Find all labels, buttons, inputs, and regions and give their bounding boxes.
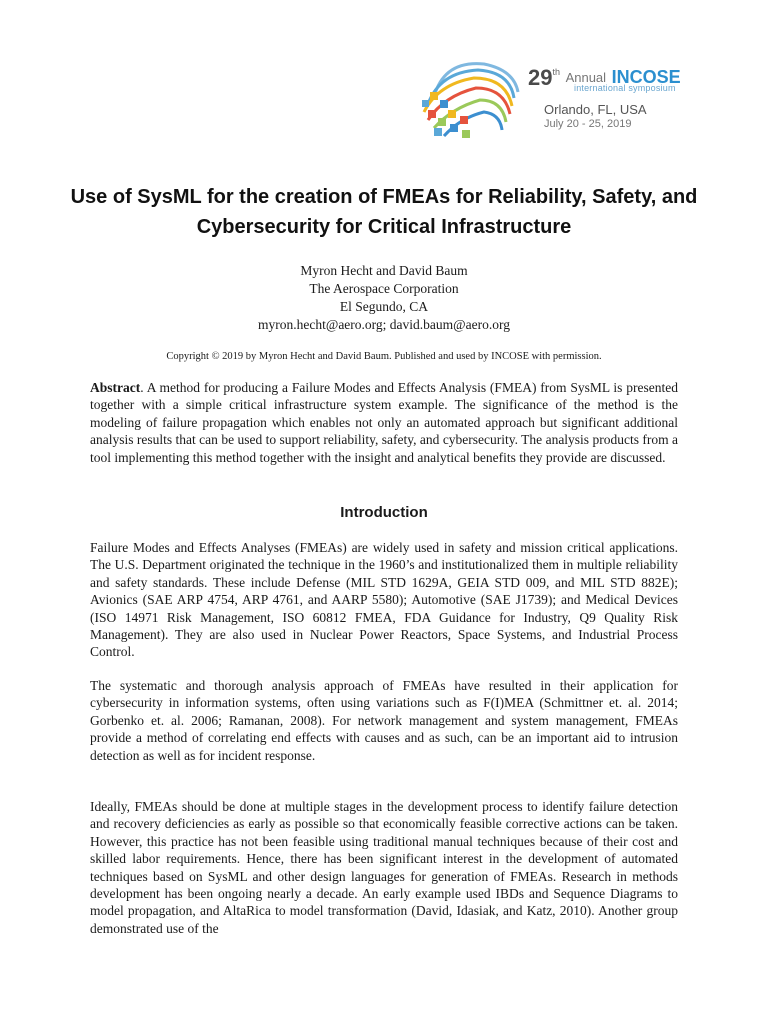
edition-suffix: th xyxy=(552,67,560,77)
org-name: INCOSE xyxy=(611,67,681,87)
body-paragraph: Failure Modes and Effects Analyses (FMEAs) are widely used in safety and mission critical applications. The U.S. Department originated the technique in the 1960’s and institutionalized them in multiple reliability and safety standards. These include Defense (MIL STD 1629A, GEIA STD 009, and MIL STD 882E); Avionics (SAE ARP 4754, ARP 4761, and AARP 5580); Automotive (SAE J1739); and Medical Devices (ISO 14971 Risk Management, ISO 60812 FMEA, FDA Guidance for Industry, Q9 Quality Risk Management). They are also used in Nuclear Power Reactors, Space Systems, and Industrial Process Control. xyxy=(90,540,678,660)
abstract xyxy=(90,379,678,466)
edition-number: 29 xyxy=(528,65,553,90)
section-heading-introduction: Introduction xyxy=(340,504,428,521)
author-names: Myron Hecht and David Baum xyxy=(300,263,468,278)
author-emails: myron.hecht@aero.org; david.baum@aero.org xyxy=(258,317,510,332)
abstract-text: . A method for producing a Failure Modes and Effects Analysis (FMEA) from SysML is presented together with a simple critical infrastructure system example. The significance of the method is the modeling of failure propagation which enables not only an automated approach but significant additional analysis results that can be used to support reliability, safety, and cybersecurity. The analysis products from a tool implementing this method together with the insight and analytical benefits they provide are discussed. xyxy=(90,380,678,465)
conference-logo xyxy=(414,52,684,142)
annual-label: Annual xyxy=(565,70,607,85)
paper-title: Use of SysML for the creation of FMEAs for Reliability, Safety, and Cybersecurity for Critical Infrastructure xyxy=(70,186,698,238)
conference-subtitle: international symposium xyxy=(574,83,676,93)
author-block xyxy=(90,262,678,334)
abstract-label: Abstract xyxy=(90,380,141,395)
author-affiliation: The Aerospace Corporation xyxy=(309,281,459,296)
body-paragraph: The systematic and thorough analysis approach of FMEAs have resulted in their application for cybersecurity in information systems, often using variations such as F(I)MEA (Schmittner et. al. 2014; Gorbenko et. al. 2006; Ramanan, 2008). For network management and system management, FMEAs provide a method of correlating end effects with causes and as such, can be an important aid to intrusion detection as well as for incident response. xyxy=(90,678,678,763)
conference-location: Orlando, FL, USA xyxy=(544,102,647,117)
author-location: El Segundo, CA xyxy=(339,299,429,314)
body-paragraph: Ideally, FMEAs should be done at multiple stages in the development process to identify failure detection and recovery deficiencies as early as possible so that economically feasible corrective actions can be taken. However, this practice has not been feasible using traditional manual techniques because of their cost and skilled labor requirements. Hence, there has been significant interest in the development of automated techniques based on SysML and other design languages for generation of FMEAs. Research in methods development has been ongoing nearly a decade. An early example used IBDs and Sequence Diagrams to model propagation, and AltaRica to model transformation (David, Idasiak, and Katz, 2010). Another group demonstrated use of the xyxy=(90,799,678,936)
conference-dates: July 20 - 25, 2019 xyxy=(544,118,632,130)
incose-globe-icon xyxy=(414,52,524,142)
conference-info xyxy=(528,60,681,130)
copyright-notice: Copyright © 2019 by Myron Hecht and David Baum. Published and used by INCOSE with permission. xyxy=(166,351,602,362)
